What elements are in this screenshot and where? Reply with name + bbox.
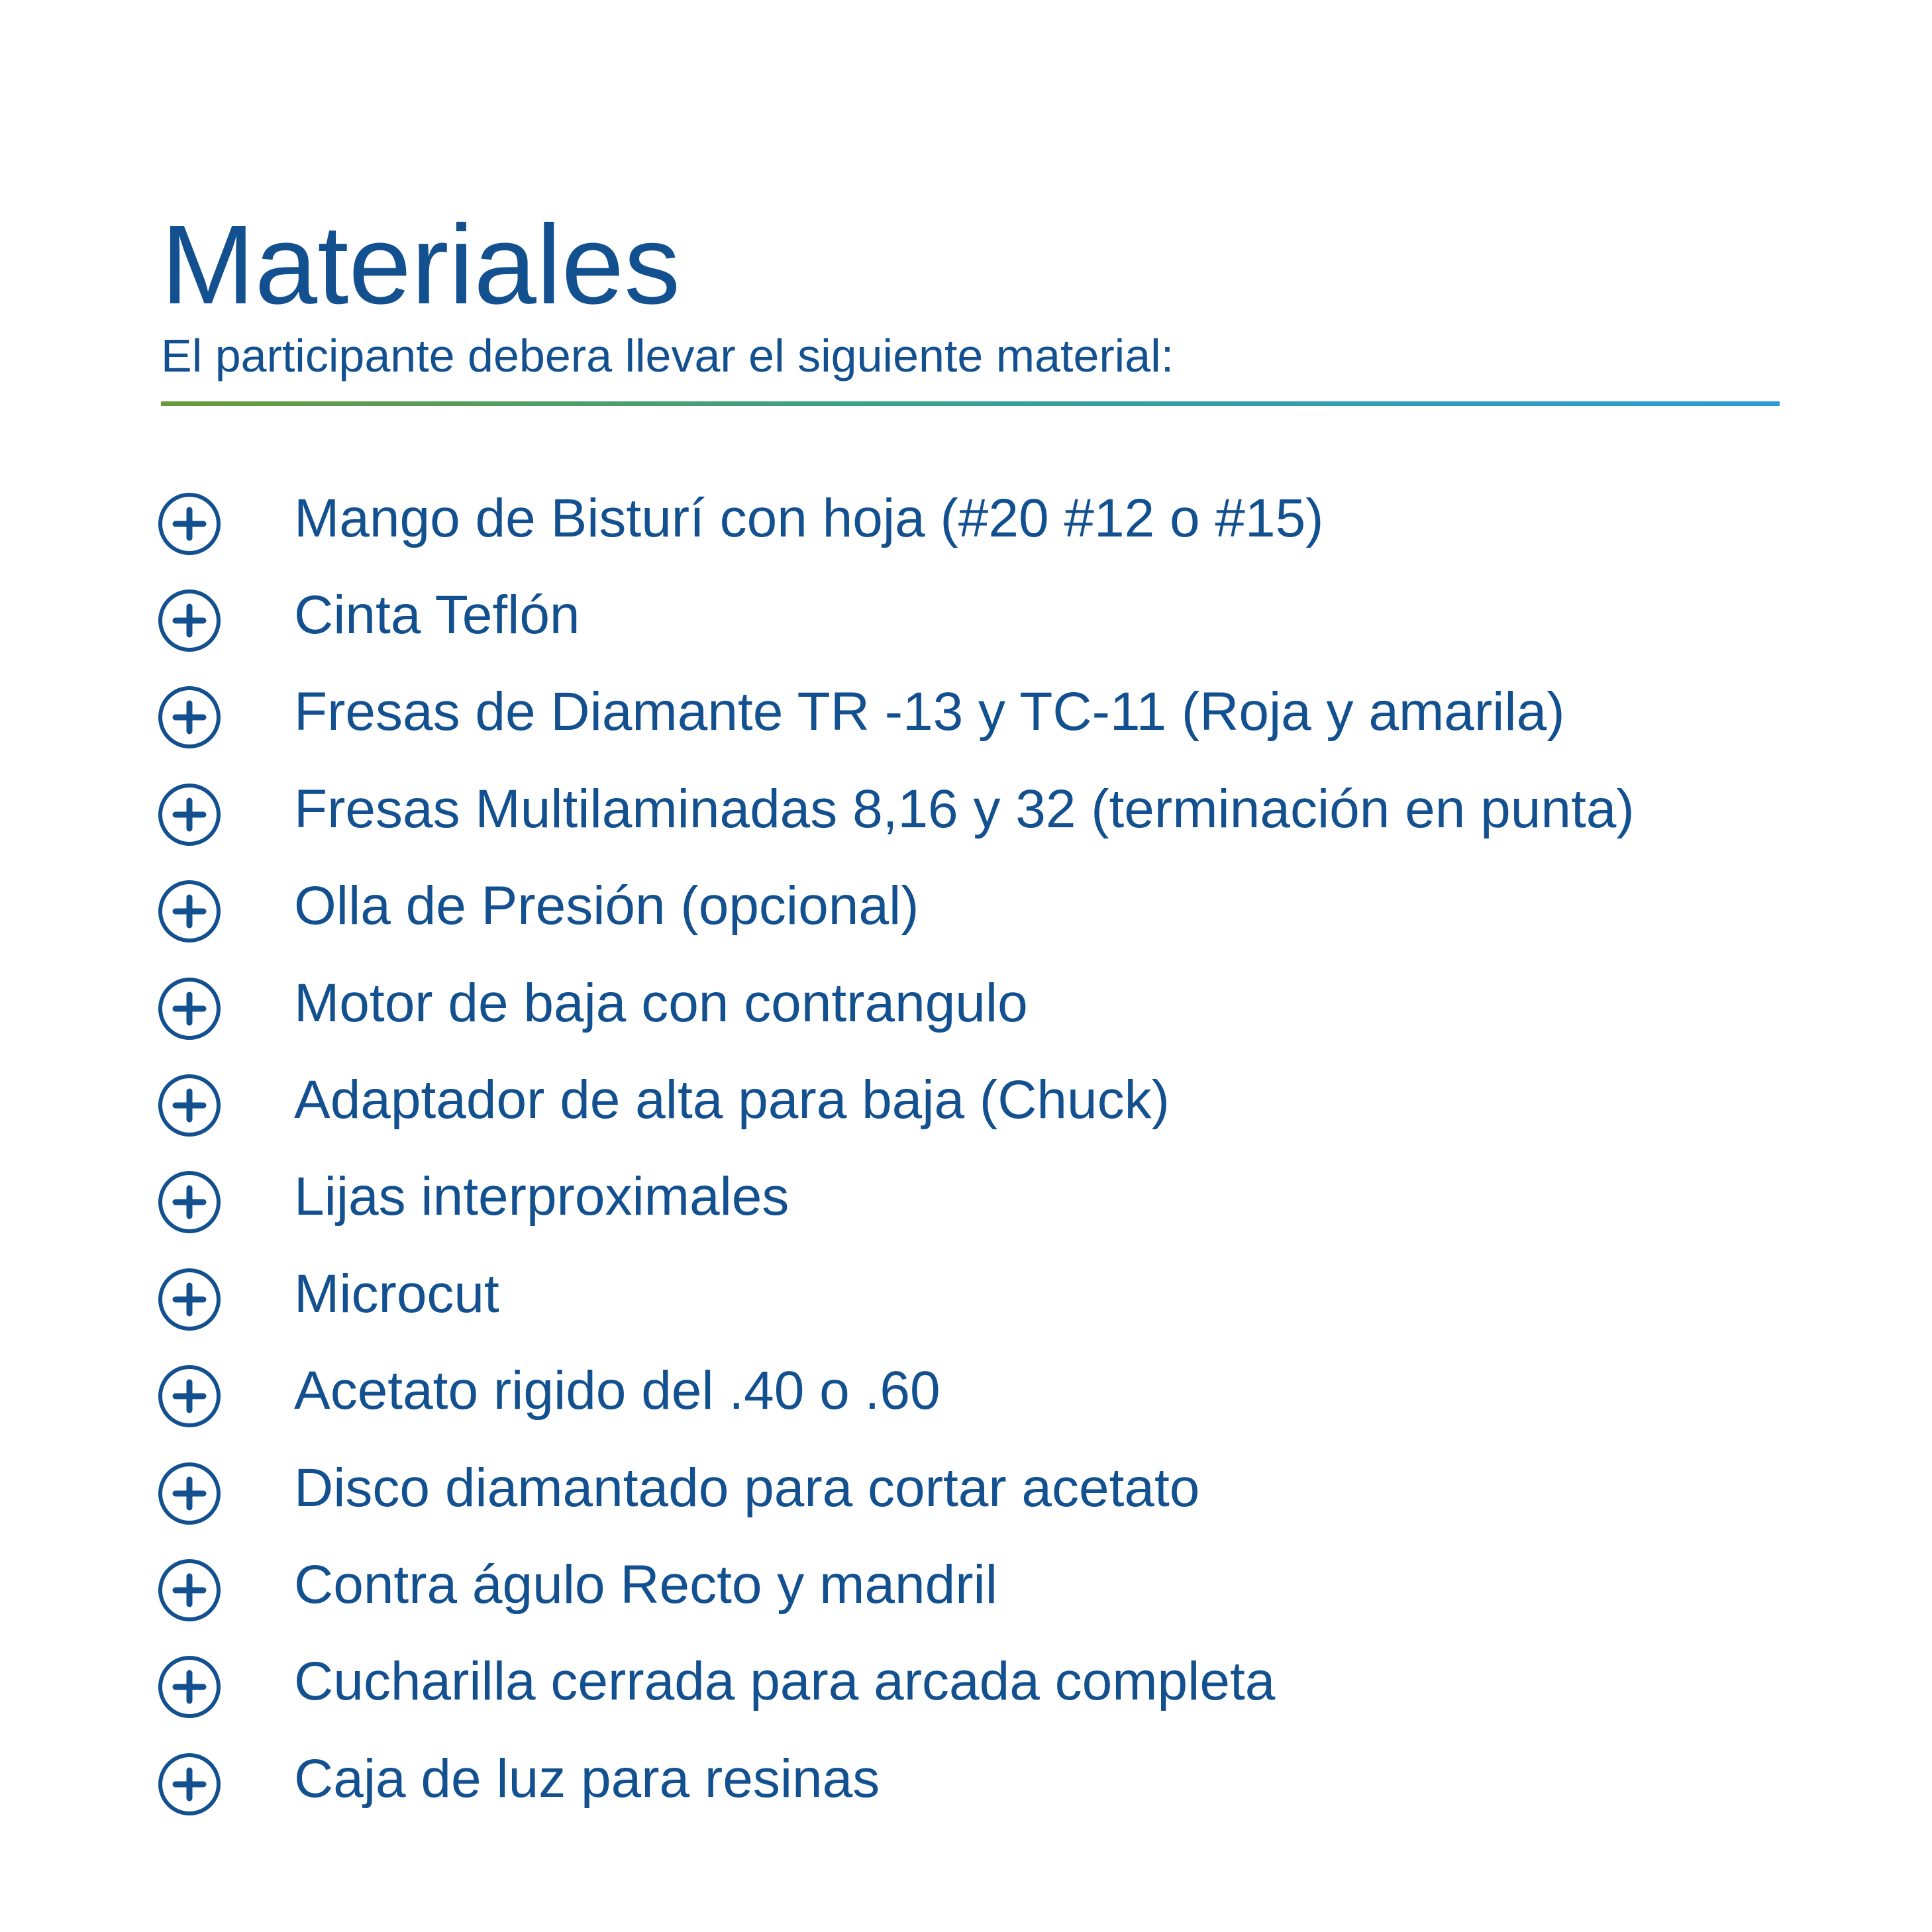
list-item <box>0 1254 1932 1334</box>
list-item <box>0 1351 1932 1431</box>
plus-circle-icon <box>158 977 221 1041</box>
list-item <box>0 1157 1932 1237</box>
list-item-label: Fresas de Diamante TR -13 y TC-11 (Roja y amarila) <box>294 682 1565 742</box>
list-item-label: Mango de Bisturí con hoja (#20 #12 o #15) <box>294 488 1324 548</box>
list-item <box>0 770 1932 849</box>
page-title: Materiales <box>161 202 681 328</box>
plus-circle-icon <box>158 1074 221 1137</box>
list-item-label: Adaptador de alta para baja (Chuck) <box>294 1070 1170 1130</box>
list-item-label: Cucharilla cerrada para arcada completa <box>294 1651 1276 1711</box>
plus-circle-icon <box>158 492 221 556</box>
list-item-label: Olla de Presión (opcional) <box>294 876 919 936</box>
list-item <box>0 1642 1932 1721</box>
plus-circle-icon <box>158 1364 221 1428</box>
list-item-label: Caja de luz para resinas <box>294 1749 880 1809</box>
plus-circle-icon <box>158 1268 221 1331</box>
list-item-label: Lijas interproximales <box>294 1166 789 1227</box>
plus-circle-icon <box>158 880 221 943</box>
gradient-divider <box>161 401 1780 406</box>
plus-circle-icon <box>158 1753 221 1816</box>
plus-circle-icon <box>158 783 221 846</box>
plus-circle-icon <box>158 1462 221 1525</box>
list-item <box>0 479 1932 558</box>
plus-circle-icon <box>158 1170 221 1234</box>
plus-circle-icon <box>158 1655 221 1719</box>
list-item <box>0 1060 1932 1140</box>
list-item <box>0 1449 1932 1528</box>
list-item-label: Fresas Multilaminadas 8,16 y 32 (terminación en punta) <box>294 779 1635 839</box>
list-item-label: Cinta Teflón <box>294 585 580 645</box>
plus-circle-icon <box>158 1558 221 1622</box>
page-subtitle: El participante debera llevar el siguiente material: <box>161 330 1174 381</box>
list-item-label: Acetato rigido del .40 o .60 <box>294 1360 941 1421</box>
plus-circle-icon <box>158 686 221 749</box>
list-item-label: Motor de baja con contrangulo <box>294 973 1028 1033</box>
list-item-label: Contra águlo Recto y mandril <box>294 1554 997 1615</box>
list-item-label: Microcut <box>294 1264 499 1324</box>
list-item <box>0 866 1932 946</box>
list-item <box>0 576 1932 655</box>
list-item-label: Disco diamantado para cortar acetato <box>294 1458 1200 1518</box>
list-item <box>0 1739 1932 1819</box>
list-item <box>0 672 1932 752</box>
list-item <box>0 964 1932 1043</box>
list-item <box>0 1545 1932 1625</box>
plus-circle-icon <box>158 589 221 652</box>
